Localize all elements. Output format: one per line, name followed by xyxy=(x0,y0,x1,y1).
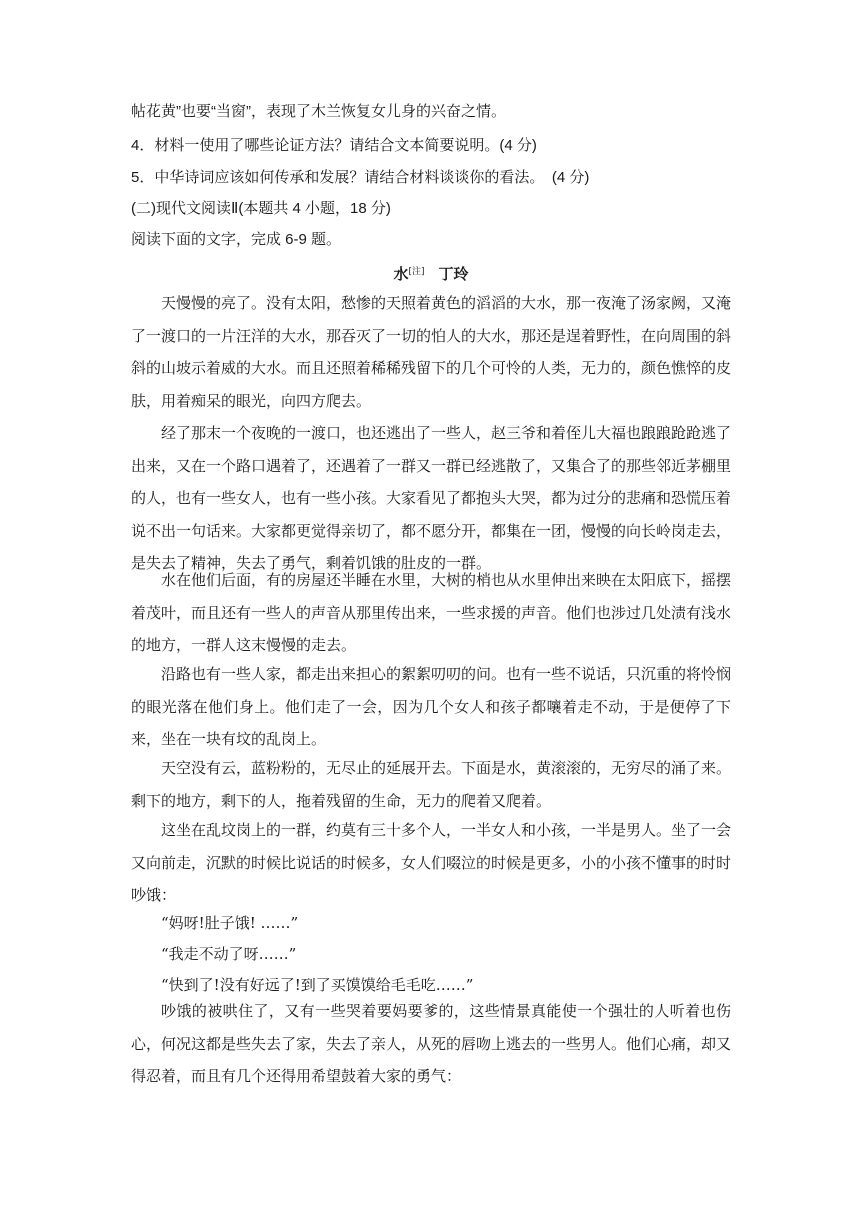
article-title-text: 水 xyxy=(393,265,409,283)
paragraph-3: 水在他们后面，有的房屋还半睡在水里，大树的梢也从水里伸出来映在太阳底下，摇摆着茂叶，而且还有一些人的声音从那里传出来，一些求援的声音。他们也涉过几处渍有浅水的地方，一群人这末慢慢的走去。 xyxy=(131,571,732,654)
quote-2: “我走不动了呀……” xyxy=(161,945,297,963)
reading-instruction: 阅读下面的文字，完成 6-9 题。 xyxy=(131,231,342,248)
article-title xyxy=(131,262,731,284)
paragraph-5: 天空没有云，蓝粉粉的，无尽止的延展开去。下面是水，黄滚滚的，无穷尽的涌了来。剩下的地方，剩下的人，拖着残留的生命，无力的爬着又爬着。 xyxy=(131,759,732,810)
paragraph-7: 吵饿的被哄住了，又有一些哭着要妈要爹的，这些情景真能使一个强壮的人听着也伤心，何况这都是些失去了家，失去了亲人，从死的唇吻上逃去的一些男人。他们心痛，却又得忍着，而且有几个还得用希望鼓着大家的勇气： xyxy=(131,1002,732,1085)
paragraph-2: 经了那末一个夜晚的一渡口，也还逃出了一些人，赵三爷和着侄儿大福也踉踉跄跄逃了出来，又在一个路口遇着了，还遇着了一群又一群已经逃散了，又集合了的那些邻近茅棚里的人，也有一些女人，也有一些小孩。大家看见了都抱头大哭，都为过分的悲痛和恐慌压着说不出一句话来。大家都更觉得亲切了，都不愿分开，都集在一团，慢慢的向长岭岗走去，是失去了精神，失去了勇气，剩着饥饿的肚皮的一群。 xyxy=(131,424,732,572)
question-4: 4．材料一使用了哪些论证方法？请结合文本简要说明。(4 分) xyxy=(131,137,537,154)
question-5: 5．中华诗词应该如何传承和发展？请结合材料谈谈你的看法。 (4 分) xyxy=(131,169,590,186)
quote-1: “妈呀!肚子饿! ……” xyxy=(161,914,299,932)
article-author: 丁玲 xyxy=(438,265,469,283)
paragraph-4: 沿路也有一些人家，都走出来担心的絮絮叨叨的问。也有一些不说话，只沉重的将怜悯的眼光落在他们身上。他们走了一会，因为几个女人和孩子都嚷着走不动，于是便停了下来，坐在一块有坟的乱岗上。 xyxy=(131,665,732,748)
paragraph-6: 这坐在乱坟岗上的一群，约莫有三十多个人，一半女人和小孩，一半是男人。坐了一会又向前走，沉默的时候比说话的时候多，女人们啜泣的时候是更多，小的小孩不懂事的时时吵饿： xyxy=(131,821,732,904)
paragraph-1: 天慢慢的亮了。没有太阳，愁惨的天照着黄色的滔滔的大水，那一夜淹了汤家阙，又淹了一渡口的一片汪洋的大水，那吞灭了一切的怕人的大水，那还是逞着野性，在向周围的斜斜的山坡示着威的大水。而且还照着稀稀残留下的几个可怜的人类，无力的，颜色憔悴的皮肤，用着痴呆的眼光，向四方爬去。 xyxy=(131,294,732,410)
quote-3: “快到了!没有好远了!到了买馍馍给毛毛吃……” xyxy=(161,976,474,994)
continuation-line: 帖花黄”也要“当窗”，表现了木兰恢复女儿身的兴奋之情。 xyxy=(131,103,506,120)
footnote-mark: [注] xyxy=(408,267,425,277)
section-heading: (二)现代文阅读Ⅱ(本题共 4 小题，18 分) xyxy=(131,200,391,217)
